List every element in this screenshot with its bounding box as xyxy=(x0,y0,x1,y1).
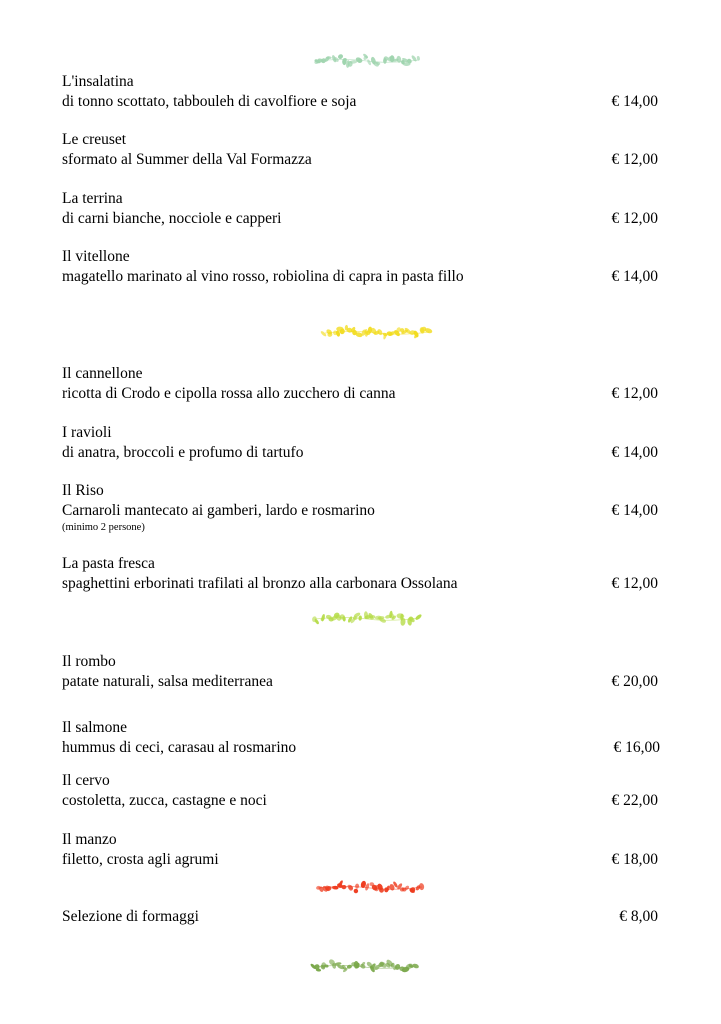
dish-name: La terrina xyxy=(62,190,123,207)
dish-price: € 12,00 xyxy=(611,385,658,402)
garland-icon xyxy=(308,867,433,907)
menu-item xyxy=(62,652,658,692)
dish-description: sformato al Summer della Val Formazza xyxy=(62,151,312,168)
dish-price: € 8,00 xyxy=(619,908,658,925)
dish-name: Il manzo xyxy=(62,831,117,848)
dish-name: La pasta fresca xyxy=(62,555,155,572)
dish-description: costoletta, zucca, castagne e noci xyxy=(62,792,267,809)
dish-price: € 14,00 xyxy=(611,502,658,519)
dish-description: di anatra, broccoli e profumo di tartufo xyxy=(62,444,304,461)
dish-name: Il cannellone xyxy=(62,365,143,382)
dish-price: € 12,00 xyxy=(611,151,658,168)
leaf-garland-divider-yellow xyxy=(315,312,440,352)
garland-icon xyxy=(315,312,440,352)
dish-name: Selezione di formaggi xyxy=(62,908,199,925)
leaf-garland-divider-red xyxy=(308,867,433,907)
dish-price: € 20,00 xyxy=(611,673,658,690)
dish-price: € 14,00 xyxy=(611,268,658,285)
garland-leaves xyxy=(314,53,421,68)
dish-name: Il vitellone xyxy=(62,248,130,265)
dish-name: Il cervo xyxy=(62,772,110,789)
dish-description: magatello marinato al vino rosso, robiolina di capra in pasta fillo xyxy=(62,268,464,285)
dish-name: Le creuset xyxy=(62,131,127,148)
leaf-garland-divider-lime xyxy=(305,598,430,638)
dish-price: € 12,00 xyxy=(611,575,658,592)
garland-icon xyxy=(305,598,430,638)
dish-price: € 14,00 xyxy=(611,93,658,110)
menu-item xyxy=(62,364,658,404)
dish-name: L'insalatina xyxy=(62,73,134,90)
leaf-garland-divider-end xyxy=(302,946,427,986)
dish-description: di carni bianche, nocciole e capperi xyxy=(62,210,282,227)
dish-name: Il Riso xyxy=(62,482,104,499)
garland-leaves xyxy=(312,611,423,627)
dish-description: di tonno scottato, tabbouleh di cavolfiore e soja xyxy=(62,93,357,110)
dish-description: patate naturali, salsa mediterranea xyxy=(62,673,273,690)
garland-leaves xyxy=(320,325,433,340)
dish-price: € 16,00 xyxy=(613,739,660,756)
menu-item xyxy=(62,423,658,463)
menu-item xyxy=(62,718,658,758)
dish-description: ricotta di Crodo e cipolla rossa allo zucchero di canna xyxy=(62,385,396,402)
garland-leaves xyxy=(316,880,425,894)
dish-description: Carnaroli mantecato ai gamberi, lardo e rosmarino xyxy=(62,502,375,519)
dish-price: € 14,00 xyxy=(611,444,658,461)
dish-price: € 22,00 xyxy=(611,792,658,809)
dish-name: Il salmone xyxy=(62,719,127,736)
garland-leaves xyxy=(310,958,420,973)
dish-price: € 12,00 xyxy=(611,210,658,227)
menu-item xyxy=(62,189,658,229)
menu-item xyxy=(62,554,658,594)
dish-description: hummus di ceci, carasau al rosmarino xyxy=(62,739,297,756)
dish-note: (minimo 2 persone) xyxy=(62,522,145,533)
menu-item xyxy=(62,247,658,287)
menu-item xyxy=(62,130,658,170)
menu-item xyxy=(62,72,658,112)
dish-price: € 18,00 xyxy=(611,851,658,868)
menu-item xyxy=(62,907,658,927)
dish-description: filetto, crosta agli agrumi xyxy=(62,851,219,868)
menu-item xyxy=(62,481,658,534)
menu-item xyxy=(62,830,658,870)
dish-name: I ravioli xyxy=(62,424,112,441)
dish-description: spaghettini erborinati trafilati al bronzo alla carbonara Ossolana xyxy=(62,575,458,592)
garland-icon xyxy=(302,946,427,986)
dish-name: Il rombo xyxy=(62,653,116,670)
menu-item xyxy=(62,771,658,811)
